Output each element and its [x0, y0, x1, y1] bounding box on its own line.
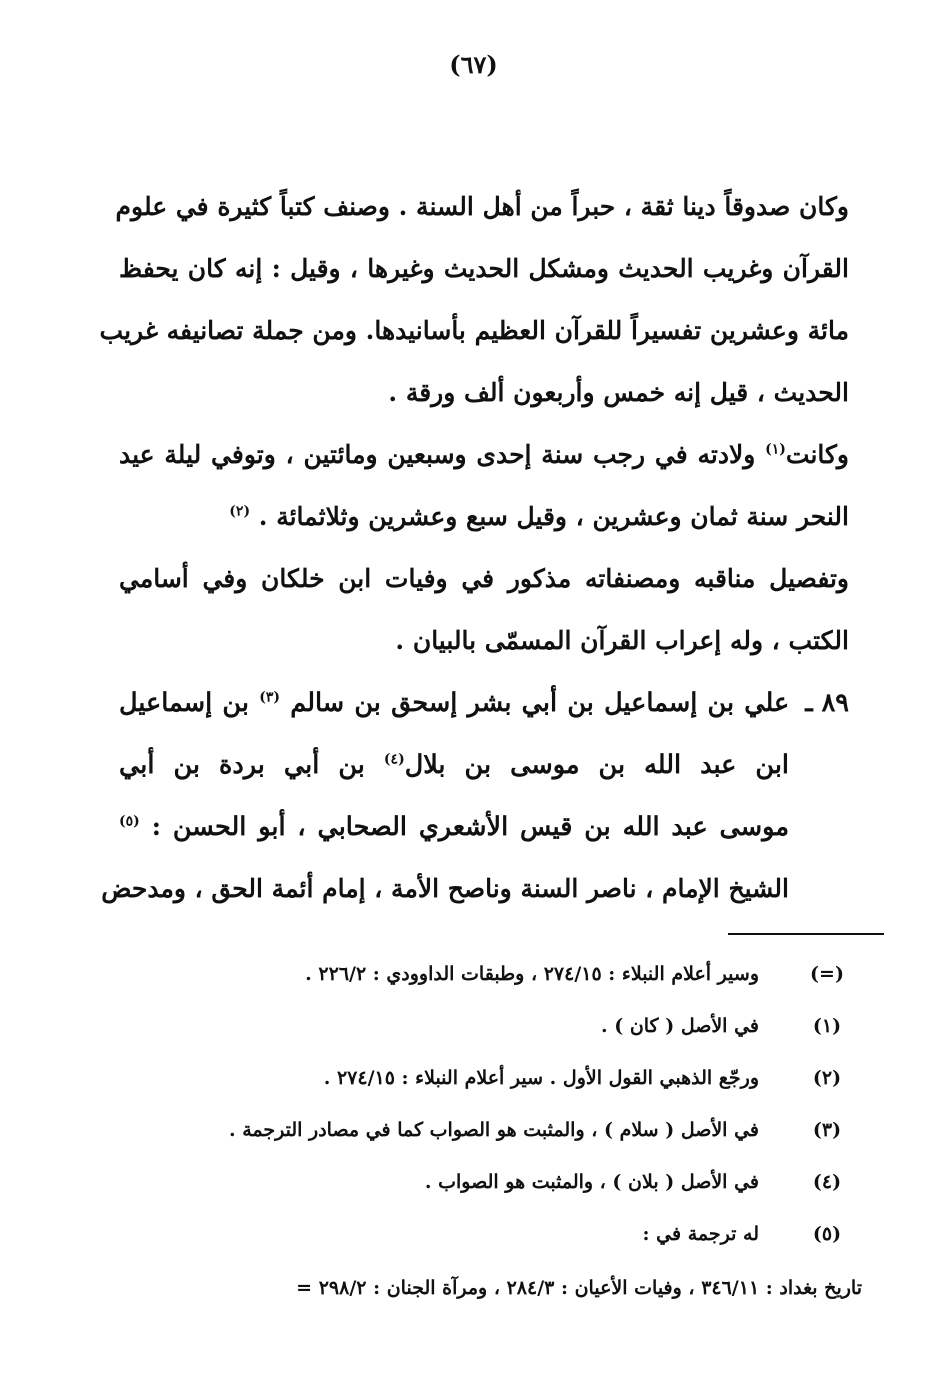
text-line: وتفصيل مناقبه ومصنفاته مذكور في وفيات ابن خلكان وفي أسامي: [119, 564, 849, 593]
text-segment: وكانت: [785, 440, 849, 469]
footnotes: [117, 948, 862, 1316]
footnote-ref: (٢): [229, 503, 251, 520]
footnote-separator: [728, 933, 884, 935]
footnote-ref: (٣): [259, 689, 280, 706]
footnote-marker: (٥): [812, 1223, 842, 1245]
entry-name: موسى عبد الله بن قيس الأشعري الصحابي ، أبو الحسن :: [151, 812, 789, 842]
footnote: [117, 1000, 857, 1052]
entry-heading-line: [119, 734, 789, 796]
footnote-text: في الأصل ( كان ) .: [600, 1015, 759, 1037]
footnote: [117, 1052, 857, 1104]
page-number: (٦٧): [449, 50, 498, 79]
text-line: مائة وعشرين تفسيراً للقرآن العظيم بأسانيدها. ومن جملة تصانيفه غريب: [99, 316, 849, 345]
footnote-continuation: تاريخ بغداد : ٣٤٦/١١ ، وفيات الأعيان : ٢٨٤/٣ ، ومرآة الجنان : ٢٩٨/٢ =: [296, 1277, 862, 1299]
footnote-marker: (٤): [812, 1171, 842, 1193]
text-line: القرآن وغريب الحديث ومشكل الحديث وغيرها ، وقيل : إنه كان يحفظ: [119, 254, 849, 283]
entry-name: بن إسماعيل: [119, 688, 260, 718]
footnote-text: وسير أعلام النبلاء : ٢٧٤/١٥ ، وطبقات الداوودي : ٢٢٦/٢ .: [305, 963, 759, 985]
footnote-marker: (٢): [812, 1067, 842, 1089]
footnote-text: ورجّع الذهبي القول الأول . سير أعلام النبلاء : ٢٧٤/١٥ .: [323, 1067, 759, 1089]
entry-heading-line: [119, 796, 789, 858]
footnote-marker: (٣): [812, 1119, 842, 1141]
entry-number: ٨٩ ـ: [805, 688, 849, 718]
footnote: [117, 1156, 857, 1208]
text-line: [119, 486, 849, 548]
footnote-marker: (=): [810, 963, 844, 985]
footnote-text: له ترجمة في :: [642, 1223, 759, 1245]
text-line: [119, 424, 849, 486]
entry-name: بن أبي بردة بن أبي: [119, 750, 384, 780]
text-line: الحديث ، قيل إنه خمس وأربعون ألف ورقة .: [388, 378, 849, 407]
footnote-ref: (٤): [383, 751, 405, 768]
main-text: [99, 176, 849, 920]
footnote-text: في الأصل ( بلان ) ، والمثبت هو الصواب .: [424, 1171, 759, 1193]
entry-name: ابن عبد الله بن موسى بن بلال: [404, 750, 789, 780]
footnote-ref: (١): [765, 441, 786, 458]
text-line: الكتب ، وله إعراب القرآن المسمّى بالبيان .: [395, 626, 849, 655]
footnote-ref: (٥): [119, 813, 140, 830]
text-segment: ولادته في رجب سنة إحدى وسبعين ومائتين ، وتوفي ليلة عيد: [119, 440, 766, 469]
text-segment: النحر سنة ثمان وعشرين ، وقيل سبع وعشرين وثلاثمائة .: [258, 502, 849, 531]
footnote: [117, 1208, 857, 1260]
footnote: [117, 1104, 857, 1156]
entry-heading-line: [119, 672, 849, 734]
footnote-marker: (١): [812, 1015, 842, 1037]
footnote: [117, 948, 857, 1000]
footnote-text: في الأصل ( سلام ) ، والمثبت هو الصواب كما في مصادر الترجمة .: [228, 1119, 759, 1141]
text-line: وكان صدوقاً دينا ثقة ، حبراً من أهل السنة . وصنف كتباً كثيرة في علوم: [115, 192, 849, 221]
text-line: الشيخ الإمام ، ناصر السنة وناصح الأمة ، إمام أئمة الحق ، ومدحض: [101, 874, 789, 903]
entry-name: علي بن إسماعيل بن أبي بشر إسحق بن سالم: [290, 688, 790, 718]
